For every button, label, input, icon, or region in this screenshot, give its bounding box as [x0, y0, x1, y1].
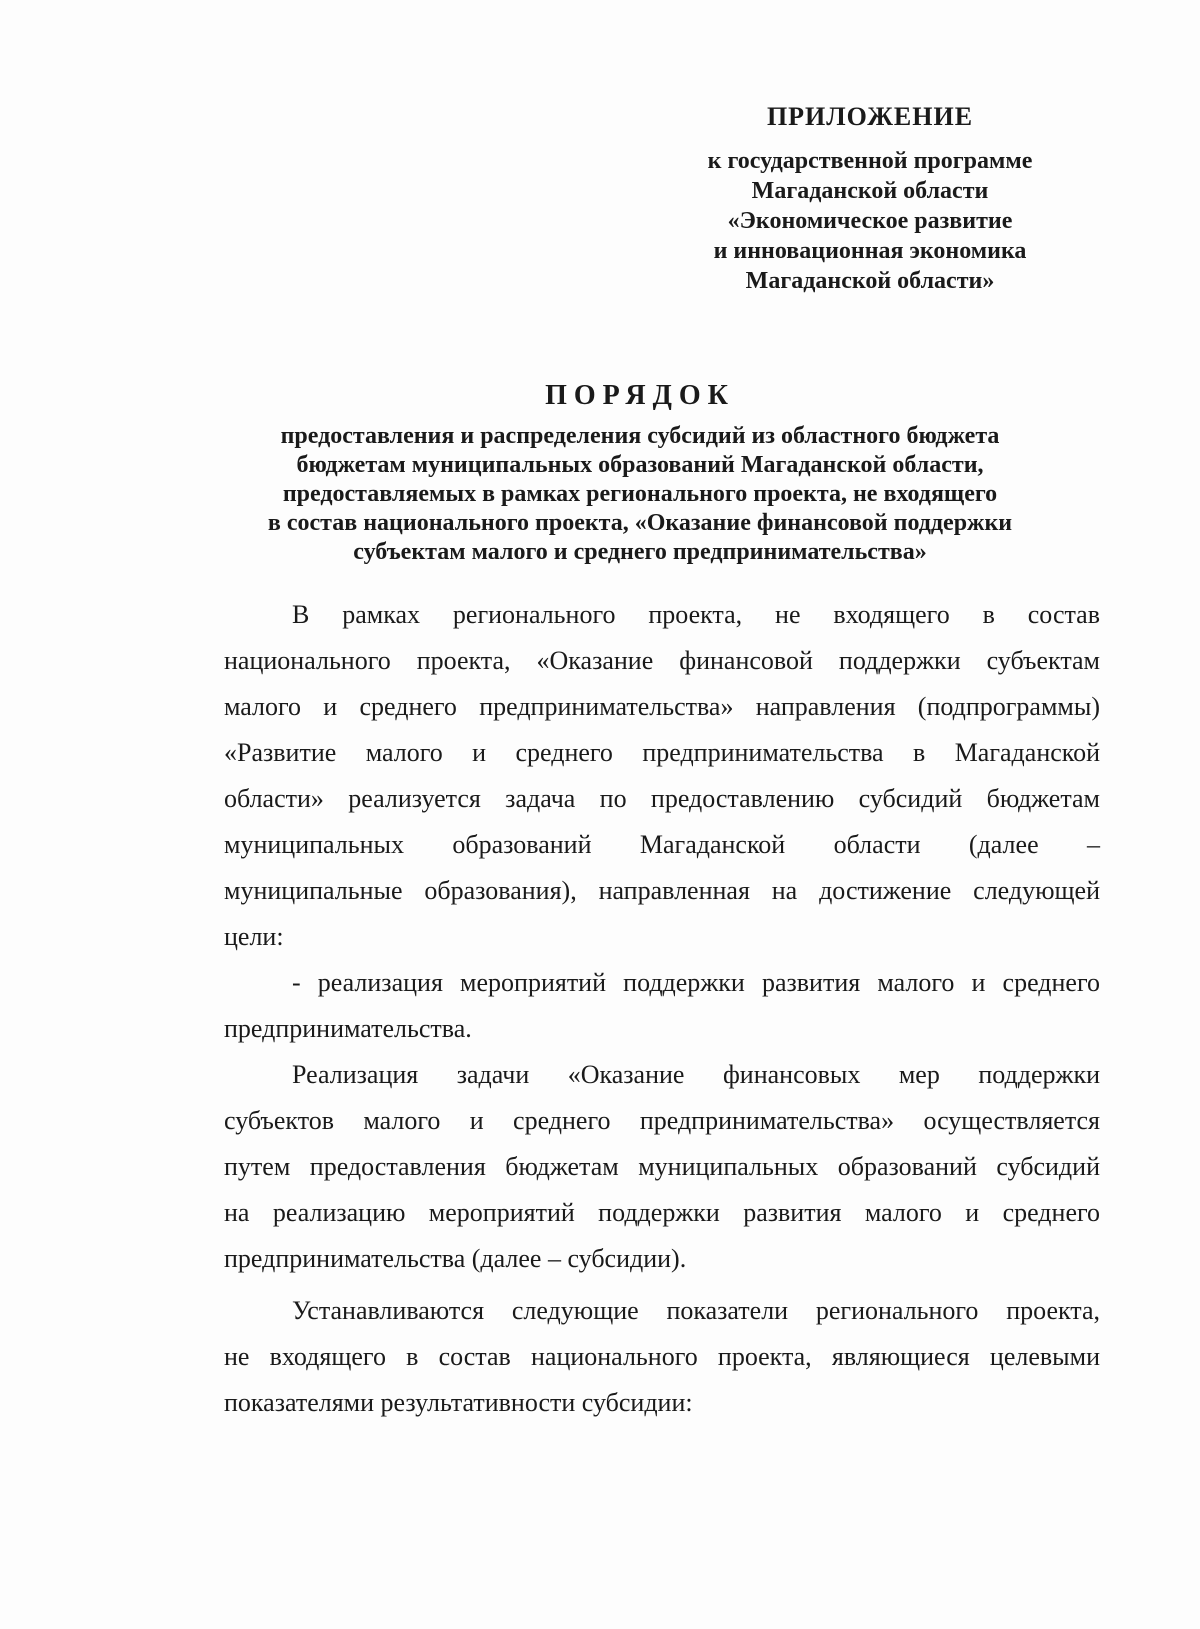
text-line: Реализация задачи «Оказание финансовых мер поддержки	[292, 1060, 1100, 1089]
paragraph-implementation	[224, 1052, 1100, 1282]
text-line: путем предоставления бюджетам муниципальных образований субсидий	[224, 1152, 1100, 1181]
text-line: цели:	[224, 922, 284, 951]
appendix-line: Магаданской области»	[745, 268, 995, 294]
text-line: В рамках регионального проекта, не входящего в состав	[292, 600, 1100, 629]
paragraph-goal	[224, 960, 1100, 1052]
order-subtitle-line: субъектам малого и среднего предпринимательства»	[353, 539, 927, 565]
appendix-caption	[660, 146, 1080, 296]
order-subtitle	[200, 422, 1080, 567]
text-line: не входящего в состав национального проекта, являющиеся целевыми	[224, 1342, 1100, 1371]
appendix-line: Магаданской области	[751, 178, 989, 204]
appendix-line: и инновационная экономика	[713, 238, 1027, 264]
text-line: показателями результативности субсидии:	[224, 1388, 693, 1417]
text-line: на реализацию мероприятий поддержки развития малого и среднего	[224, 1198, 1100, 1227]
order-subtitle-line: предоставляемых в рамках регионального проекта, не входящего	[282, 481, 998, 507]
order-title: ПОРЯДОК	[545, 380, 735, 411]
order-subtitle-line: в состав национального проекта, «Оказание финансовой поддержки	[267, 510, 1013, 536]
paragraph-indicators	[224, 1288, 1100, 1426]
text-line: области» реализуется задача по предоставлению субсидий бюджетам	[224, 784, 1100, 813]
body-text	[224, 592, 1100, 1426]
text-line: Устанавливаются следующие показатели регионального проекта,	[292, 1296, 1100, 1325]
text-line: муниципальные образования), направленная на достижение следующей	[224, 876, 1100, 905]
order-subtitle-line: бюджетам муниципальных образований Магаданской области,	[296, 452, 984, 478]
text-line: муниципальных образований Магаданской области (далее –	[224, 830, 1100, 859]
appendix-line: к государственной программе	[707, 148, 1033, 174]
text-line: - реализация мероприятий поддержки развития малого и среднего	[292, 968, 1100, 997]
appendix-header	[660, 100, 1080, 296]
text-line: субъектов малого и среднего предпринимательства» осуществляется	[224, 1106, 1100, 1135]
text-line: предпринимательства.	[224, 1014, 472, 1043]
order-subtitle-line: предоставления и распределения субсидий из областного бюджета	[280, 423, 1000, 449]
appendix-title: ПРИЛОЖЕНИЕ	[766, 102, 974, 131]
text-line: малого и среднего предпринимательства» направления (подпрограммы)	[224, 692, 1100, 721]
text-line: предпринимательства (далее – субсидии).	[224, 1244, 687, 1273]
order-heading	[200, 378, 1080, 567]
appendix-line: «Экономическое развитие	[727, 208, 1013, 234]
text-line: национального проекта, «Оказание финансовой поддержки субъектам	[224, 646, 1100, 675]
paragraph-intro	[224, 592, 1100, 960]
text-line: «Развитие малого и среднего предпринимательства в Магаданской	[224, 738, 1100, 767]
